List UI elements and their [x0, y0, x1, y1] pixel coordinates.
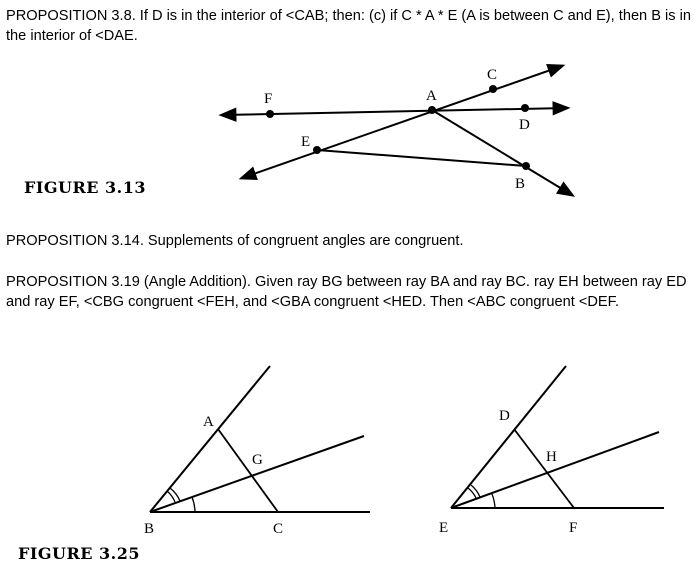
- label-g: G: [252, 452, 263, 468]
- angle-mark-gba: [170, 488, 180, 501]
- label-d: D: [519, 117, 530, 133]
- point-b: [522, 162, 530, 170]
- proposition-3-19: PROPOSITION 3.19 (Angle Addition). Given ray BG between ray BA and ray BC. ray EH between ray ED and ray EF, <CBG congruent <FEH, and <GBA congruent <HED. Then <ABC congruent <DEF.: [6, 274, 687, 310]
- point-d: [521, 104, 529, 112]
- segment-eb: [317, 150, 526, 166]
- label-h: H: [546, 449, 557, 465]
- angle-mark-cbg: [192, 497, 195, 512]
- figure-3-13-caption: FIGURE 3.13: [24, 178, 146, 197]
- label-a-left: A: [203, 414, 214, 430]
- point-a: [428, 106, 436, 114]
- point-e: [313, 146, 321, 154]
- segment-df: [514, 429, 574, 508]
- figure-3-25-right: [439, 366, 664, 536]
- line-ec: [242, 66, 562, 178]
- angle-mark-hed: [471, 485, 480, 497]
- label-f-right: F: [569, 520, 578, 536]
- label-e-right: E: [439, 520, 449, 536]
- point-f: [266, 110, 274, 118]
- figure-3-25-left: [144, 366, 370, 537]
- angle-mark-feh: [492, 494, 495, 508]
- label-f: F: [264, 91, 273, 107]
- ray-ab: [432, 110, 572, 195]
- label-b: B: [515, 176, 526, 192]
- label-a: A: [426, 88, 437, 104]
- label-c: C: [487, 67, 498, 83]
- proposition-3-14: PROPOSITION 3.14. Supplements of congruent angles are congruent.: [6, 233, 464, 249]
- angle-mark-gba-2: [167, 491, 175, 502]
- figure-3-25-caption: FIGURE 3.25: [18, 544, 140, 563]
- point-c: [489, 85, 497, 93]
- proposition-3-8: PROPOSITION 3.8. If D is in the interior of <CAB; then: (c) if C * A * E (A is between C and E), then B is in the interior of <DAE.: [6, 8, 691, 44]
- label-c-left: C: [273, 521, 284, 537]
- label-e: E: [301, 134, 311, 150]
- label-d-right: D: [499, 408, 510, 424]
- label-b-left: B: [144, 521, 155, 537]
